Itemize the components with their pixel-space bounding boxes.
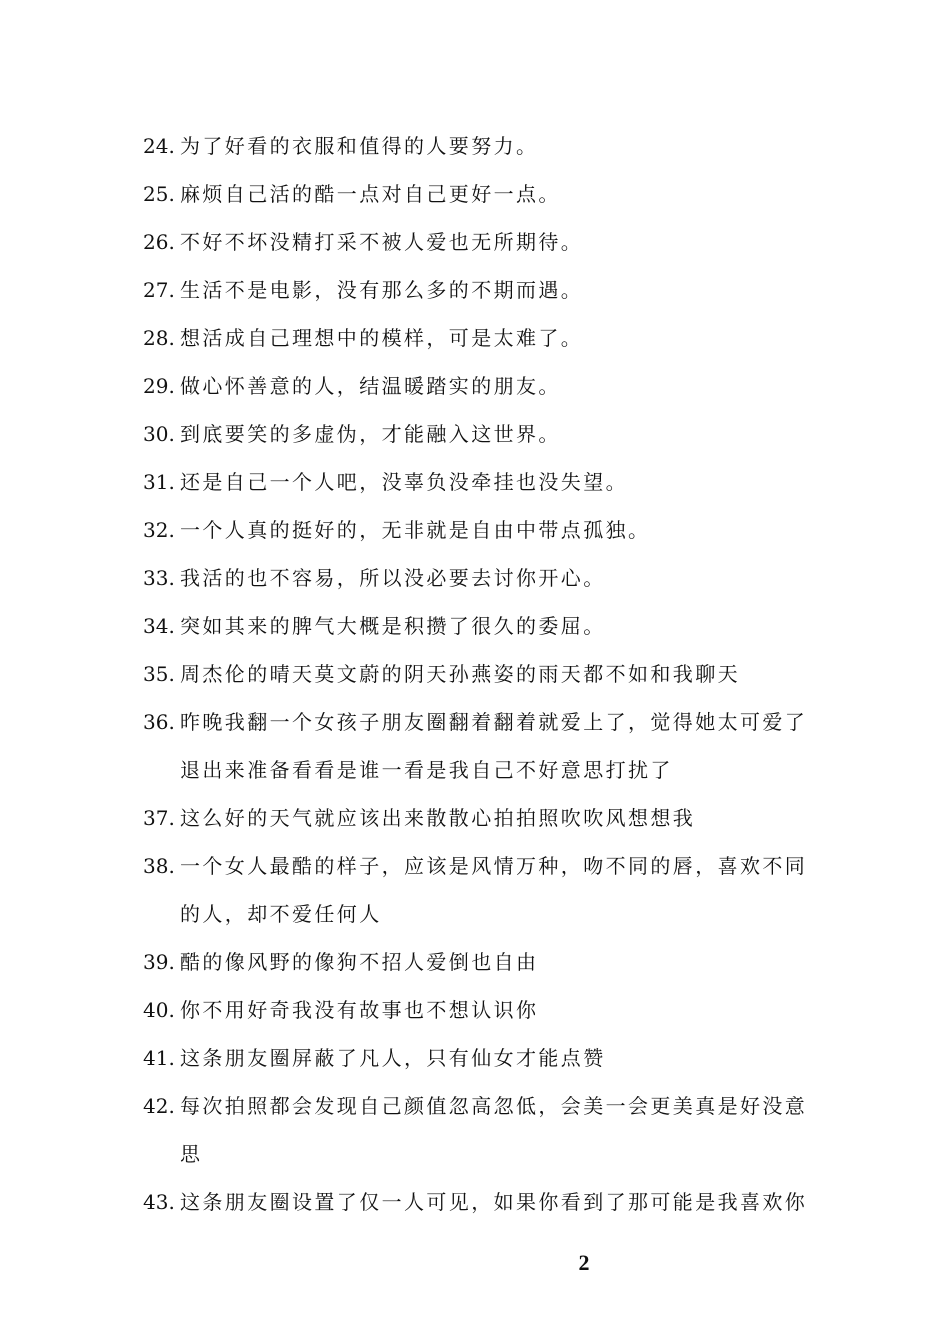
item-text: 突如其来的脾气大概是积攒了很久的委屈。 [180,614,606,638]
list-item [143,506,823,554]
item-number: 42. [143,1094,175,1118]
list-item [143,122,823,170]
list-item [143,314,823,362]
item-number: 38. [143,854,175,878]
item-text: 一个女人最酷的样子，应该是风情万种，吻不同的唇，喜欢不同 的人，却不爱任何人 [180,854,808,926]
list-item [143,170,823,218]
item-number: 41. [143,1046,175,1070]
item-number: 27. [143,278,175,302]
list-item [143,410,823,458]
item-text: 这条朋友圈设置了仅一人可见，如果你看到了那可能是我喜欢你 [180,1190,808,1214]
item-number: 32. [143,518,175,542]
list-item [143,1034,823,1082]
list-item [143,650,823,698]
list-item [143,554,823,602]
item-number: 25. [143,182,175,206]
item-number: 33. [143,566,175,590]
item-text: 这么好的天气就应该出来散散心拍拍照吹吹风想想我 [180,806,696,830]
list-item [143,698,823,794]
list-item [143,218,823,266]
item-text: 我活的也不容易，所以没必要去讨你开心。 [180,566,606,590]
item-text: 酷的像风野的像狗不招人爱倒也自由 [180,950,539,974]
list-item [143,938,823,986]
list-item [143,986,823,1034]
item-number: 30. [143,422,175,446]
item-text: 为了好看的衣服和值得的人要努力。 [180,134,539,158]
item-text: 不好不坏没精打采不被人爱也无所期待。 [180,230,584,254]
item-text: 你不用好奇我没有故事也不想认识你 [180,998,539,1022]
item-number: 28. [143,326,175,350]
page-number: 2 [578,1250,590,1275]
list-item [143,602,823,650]
item-number: 36. [143,710,175,734]
list-item [143,266,823,314]
item-number: 24. [143,134,175,158]
item-number: 31. [143,470,175,494]
list-item [143,1178,823,1226]
item-text: 做心怀善意的人，结温暖踏实的朋友。 [180,374,561,398]
item-text: 昨晚我翻一个女孩子朋友圈翻着翻着就爱上了，觉得她太可爱了 退出来准备看看是谁一看是我自己不好意思打扰了 [180,710,808,782]
item-number: 34. [143,614,175,638]
list-item [143,1082,823,1178]
list-item [143,842,823,938]
item-text: 周杰伦的晴天莫文蔚的阴天孙燕姿的雨天都不如和我聊天 [180,662,740,686]
item-number: 35. [143,662,175,686]
item-number: 37. [143,806,175,830]
list-item [143,794,823,842]
item-text: 还是自己一个人吧，没辜负没牵挂也没失望。 [180,470,628,494]
item-text: 生活不是电影，没有那么多的不期而遇。 [180,278,584,302]
item-number: 39. [143,950,175,974]
list-item [143,458,823,506]
item-number: 40. [143,998,175,1022]
quote-list [143,122,823,1226]
item-number: 29. [143,374,175,398]
item-text: 一个人真的挺好的，无非就是自由中带点孤独。 [180,518,651,542]
item-text: 到底要笑的多虚伪，才能融入这世界。 [180,422,561,446]
item-text: 每次拍照都会发现自己颜值忽高忽低，会美一会更美真是好没意 思 [180,1094,808,1166]
item-text: 这条朋友圈屏蔽了凡人，只有仙女才能点赞 [180,1046,606,1070]
list-item [143,362,823,410]
item-number: 43. [143,1190,175,1214]
item-text: 麻烦自己活的酷一点对自己更好一点。 [180,182,561,206]
item-number: 26. [143,230,175,254]
item-text: 想活成自己理想中的模样，可是太难了。 [180,326,584,350]
